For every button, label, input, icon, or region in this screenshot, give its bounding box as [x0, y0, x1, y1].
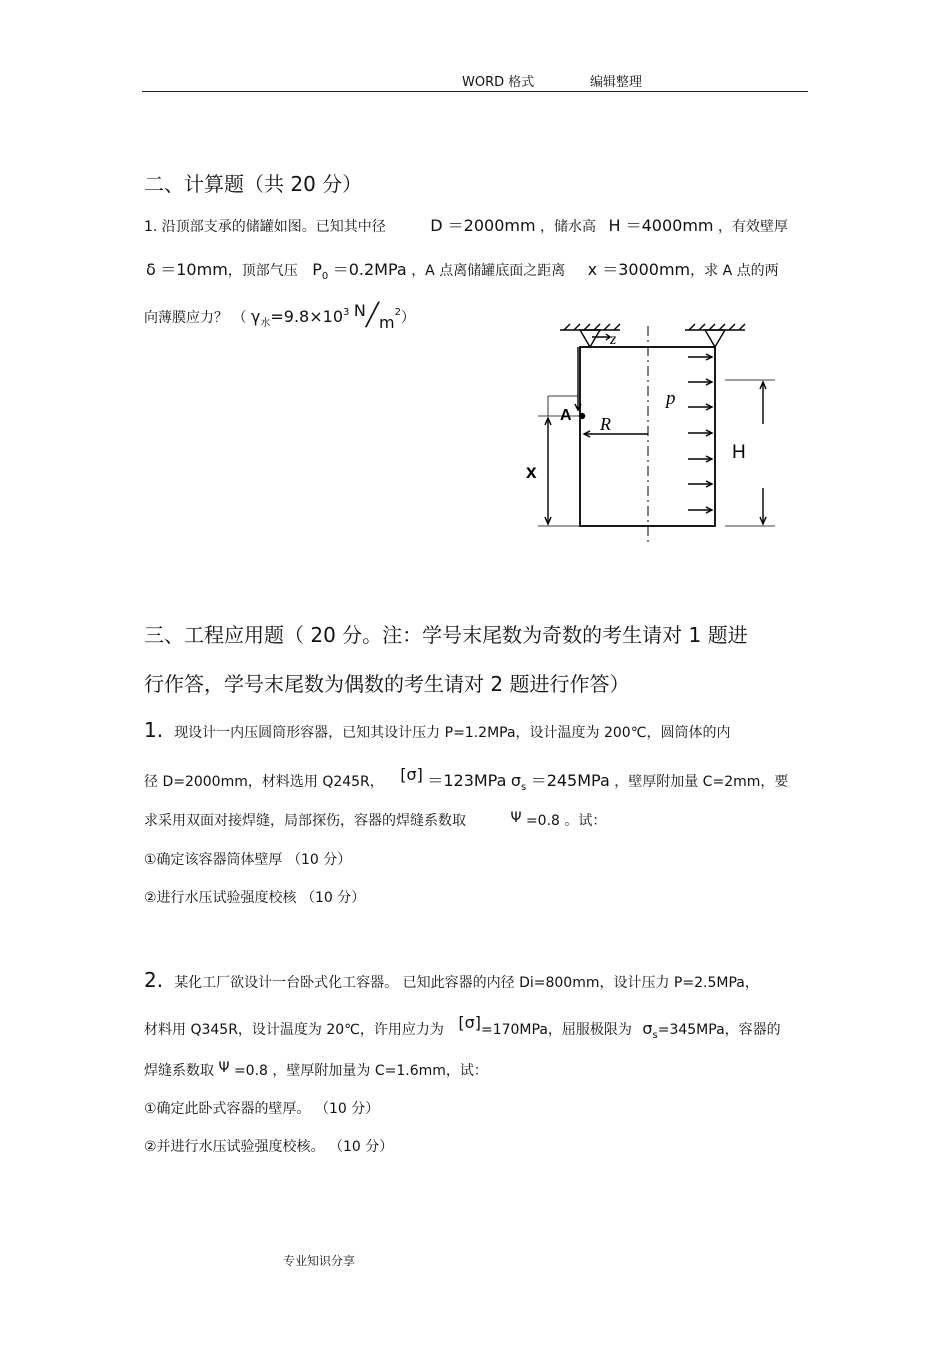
q1-l3-a: 向薄膜应力？ （: [144, 310, 247, 326]
q1-l1-e: ，有效壁厚: [717, 219, 788, 235]
s3-q1-allowable-stress: [σ]: [400, 765, 423, 784]
s3-q1-l3-b: =0.8 。试：: [525, 813, 607, 829]
label-A: A: [560, 407, 572, 424]
header-divider: [142, 91, 808, 92]
s3-q1-item1: ①确定该容器筒体壁厚 （10 分）: [144, 852, 352, 868]
s3-q2-line1: [144, 968, 759, 992]
q1-l2-p: P: [312, 260, 322, 279]
q1-line2: [146, 257, 779, 282]
s3-q2-l3-a: 焊缝系数取: [144, 1063, 214, 1079]
unit-slash: ╱: [365, 303, 380, 328]
q1-l3-b: =9.8×10: [270, 307, 343, 326]
s3-q2-line3: [144, 1060, 488, 1080]
header-left: WORD 格式: [462, 75, 535, 90]
q1-l2-f: ，A 点离储罐底面之距离: [411, 263, 566, 279]
tank-figure: [520, 320, 800, 550]
q1-l2-g: x ＝3000mm: [587, 260, 691, 279]
s3-q1-line2: [144, 765, 789, 793]
q1-l2-h: ，求 A 点的两: [690, 263, 779, 279]
s3-q2-l3-b: =0.8 ，壁厚附加量为 C=1.6mm，试：: [233, 1063, 488, 1079]
s3-q2-l2-c: =345MPa，容器的: [657, 1022, 781, 1038]
s3-q2-sigma: σ: [642, 1019, 653, 1038]
s3-q1-num: 1.: [144, 718, 164, 742]
q1-l1-c: ，储水高: [540, 219, 597, 235]
q1-l3-close: ）: [401, 310, 416, 326]
s3-q2-l2-b: =170MPa，屈服极限为: [480, 1022, 632, 1038]
s3-q2-l2-a: 材料用 Q345R，设计温度为 20℃，许用应力为: [144, 1022, 444, 1038]
right-support-triangle: [705, 330, 725, 347]
q1-l3-N: N: [353, 301, 366, 320]
s3-q1-sigma: σ: [510, 771, 522, 790]
point-A: [579, 413, 585, 419]
q1-l3-m: m: [379, 313, 395, 332]
q1-l2-e: ＝0.2MPa: [332, 260, 407, 279]
q1-l2-p-sub: 0: [321, 271, 329, 282]
s3-q1-line1: [144, 718, 730, 742]
s3-q1-l1: 现设计一内压圆筒形容器，已知其设计压力 P=1.2MPa，设计温度为 200℃，圆筒体的内: [174, 725, 731, 741]
s3-q1-line3: [144, 810, 606, 830]
s3-q1-l2-d: ，壁厚附加量 C=2mm，要: [614, 774, 789, 790]
label-H: H: [732, 442, 746, 463]
section3-title-line2: 行作答，学号末尾数为偶数的考生请对 2 题进行作答）: [144, 672, 630, 696]
s3-q1-psi: Ψ: [510, 810, 522, 826]
label-R: R: [600, 414, 611, 434]
s3-q1-l2-a: 径 D=2000mm，材料选用 Q245R，: [144, 774, 384, 790]
s3-q1-sigma-sub: s: [521, 782, 527, 793]
s3-q2-item2: ②并进行水压试验强度校核。 （10 分）: [144, 1139, 394, 1155]
s3-q2-item1: ①确定此卧式容器的壁厚。 （10 分）: [144, 1101, 380, 1117]
footer-text: 专业知识分享: [283, 1254, 356, 1268]
section2-title: 二、计算题（共 20 分）: [144, 172, 363, 196]
label-x: x: [526, 462, 537, 483]
q1-l1-b: D ＝2000mm: [430, 216, 536, 235]
s3-q1-l2-b: ＝123MPa: [427, 771, 507, 790]
pressure-arrows: [688, 354, 712, 513]
label-z: z: [610, 331, 617, 348]
s3-q2-num: 2.: [144, 968, 164, 992]
q1-l2-c: ，顶部气压: [227, 263, 298, 279]
q1-l1-d: H ＝4000mm: [608, 216, 714, 235]
q1-l3-m-sup: 2: [394, 307, 402, 318]
q1-line1: [144, 213, 788, 236]
section3-title-line1: 三、工程应用题（ 20 分。注：学号末尾数为奇数的考生请对 1 题进: [144, 623, 748, 647]
s3-q1-l3-a: 求采用双面对接焊缝，局部探伤，容器的焊缝系数取: [144, 813, 466, 829]
q1-l1-a: 1. 沿顶部支承的储罐如图。已知其中径: [144, 219, 386, 235]
q1-line3: [144, 301, 416, 332]
s3-q1-item2: ②进行水压试验强度校核 （10 分）: [144, 890, 366, 906]
s3-q2-allowable-stress: [σ]: [458, 1013, 481, 1032]
s3-q2-line2: [144, 1013, 781, 1041]
q1-l3-gamma-sub: 水: [260, 318, 271, 329]
left-support-triangle: [580, 330, 600, 347]
q1-l2-delta: δ: [146, 260, 156, 279]
s3-q2-psi: Ψ: [218, 1060, 230, 1076]
q1-l3-gamma: γ: [250, 307, 261, 326]
q1-l3-sup: 3: [343, 307, 350, 318]
header-right: 编辑整理: [590, 75, 643, 90]
s3-q1-l2-c: ＝245MPa: [530, 771, 610, 790]
label-p: p: [666, 388, 676, 409]
s3-q2-sigma-sub: s: [652, 1030, 658, 1041]
s3-q2-l1: 某化工厂欲设计一台卧式化工容器。 已知此容器的内径 Di=800mm，设计压力 P=2.5MPa，: [174, 975, 759, 991]
q1-l2-b: ＝10mm: [160, 260, 228, 279]
